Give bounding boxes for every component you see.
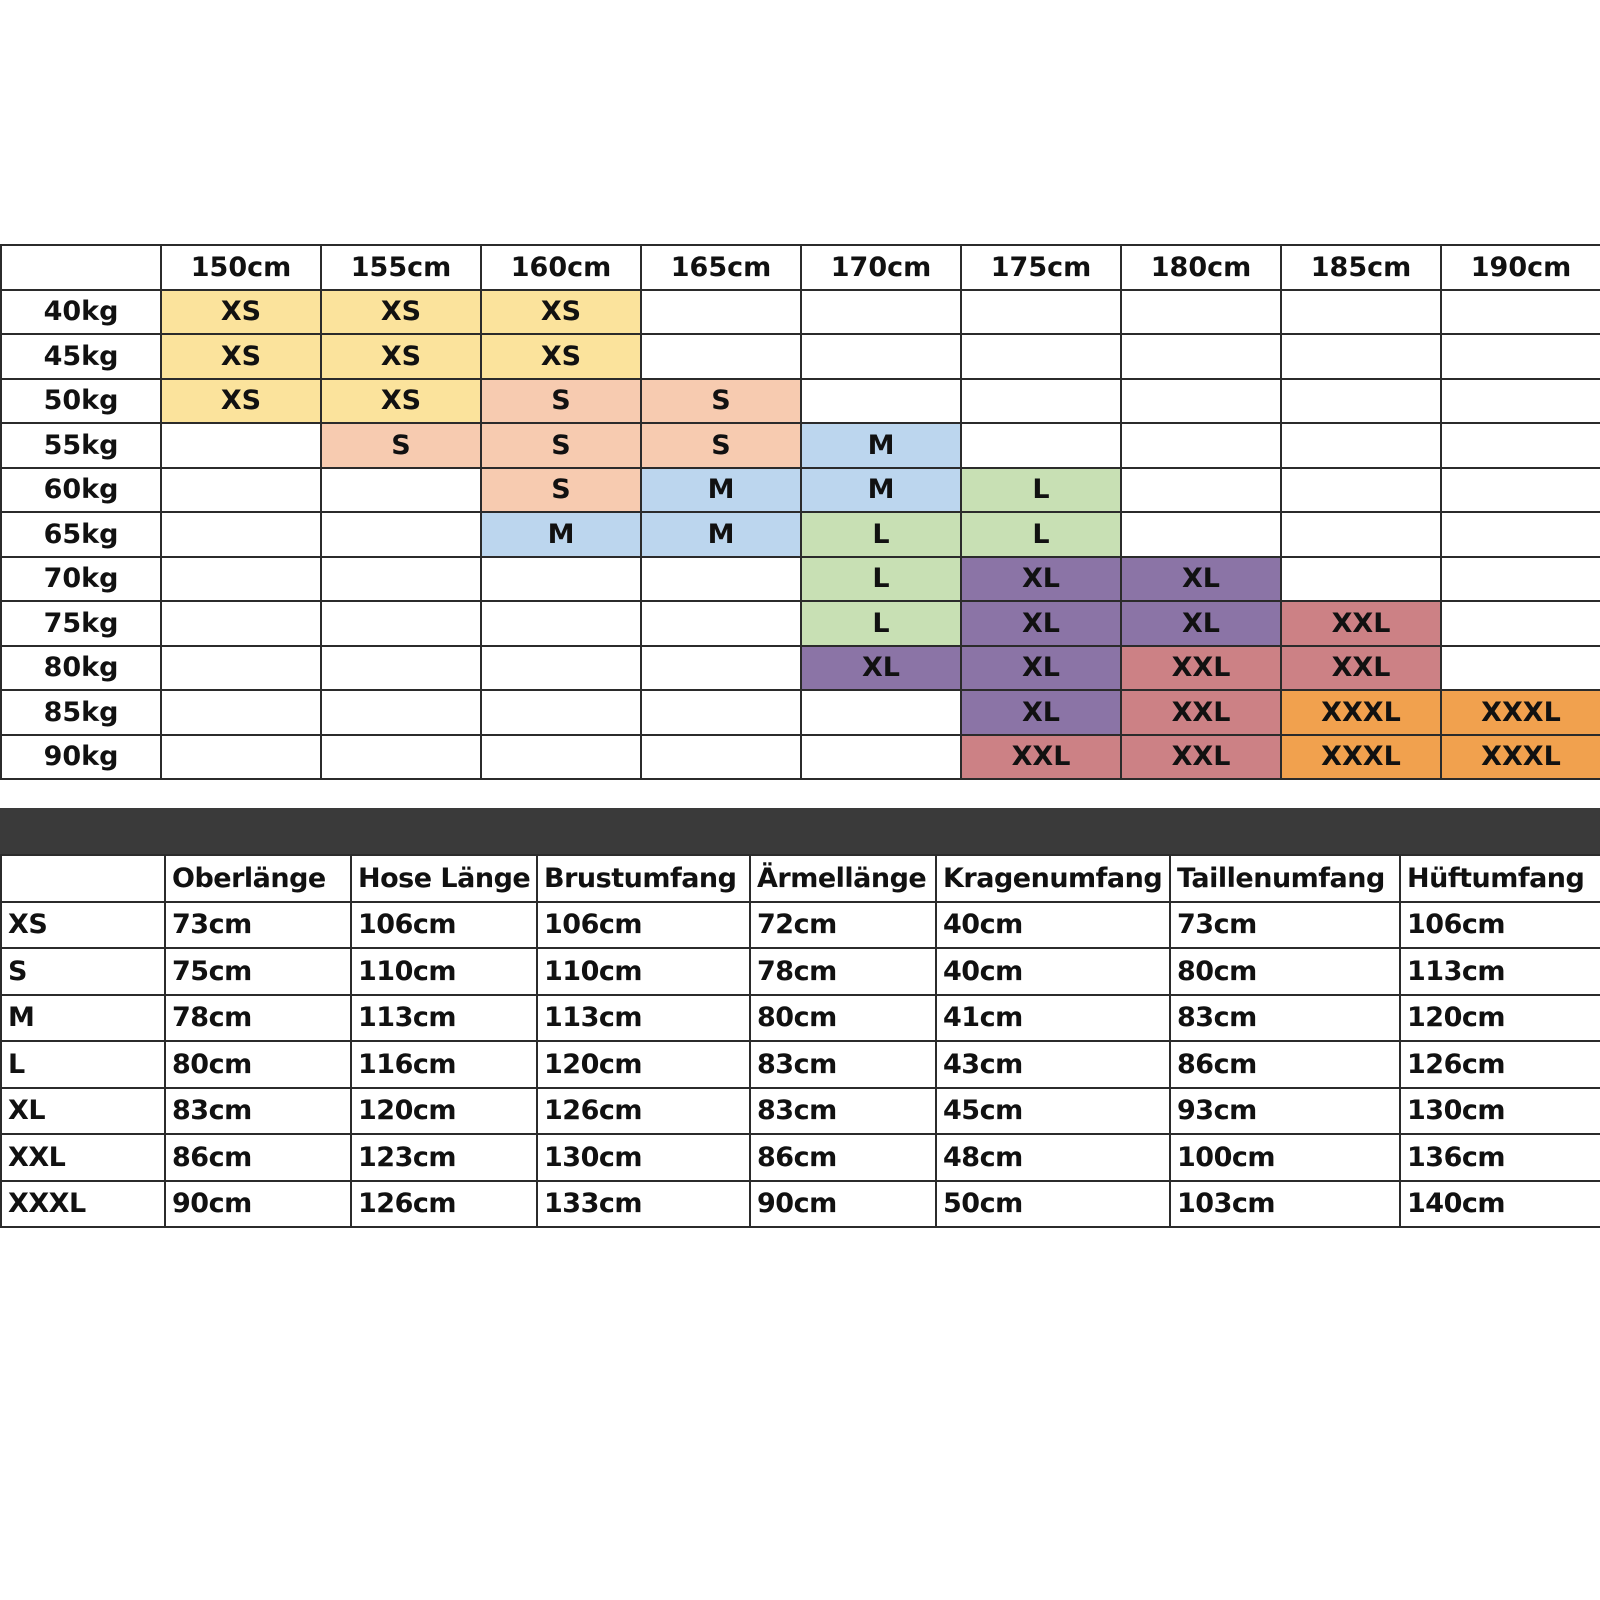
measurement-cell: 83cm [750,1041,936,1088]
size-cell [1441,512,1600,557]
size-cell: S [321,423,481,468]
size-cell: XL [961,646,1121,691]
weight-label: 45kg [1,334,161,379]
size-cell: XL [961,601,1121,646]
weight-label: 60kg [1,468,161,513]
size-cell [1281,468,1441,513]
size-cell [1441,334,1600,379]
measurement-cell: 103cm [1170,1181,1400,1228]
weight-label: 70kg [1,557,161,602]
measurement-cell: 86cm [1170,1041,1400,1088]
size-cell [641,290,801,335]
height-header-row [1,245,1600,290]
measurement-cell: 110cm [537,948,750,995]
size-row [1,423,1600,468]
measurement-row [1,1088,1600,1135]
size-cell [801,290,961,335]
size-label: XS [1,902,165,949]
size-cell: M [641,512,801,557]
size-cell [321,735,481,780]
size-cell: S [481,379,641,424]
size-cell [481,646,641,691]
size-cell: L [961,512,1121,557]
measurement-row [1,902,1600,949]
weight-label: 90kg [1,735,161,780]
size-cell [1441,379,1600,424]
measurement-cell: 113cm [537,995,750,1042]
size-cell: L [801,557,961,602]
size-cell [161,423,321,468]
measurement-row [1,1041,1600,1088]
size-cell: M [801,423,961,468]
size-cell [161,690,321,735]
measurement-cell: 130cm [537,1134,750,1181]
size-cell [1441,557,1600,602]
measurement-header: Oberlänge [165,855,351,902]
size-cell [161,512,321,557]
size-cell [481,735,641,780]
size-cell [961,379,1121,424]
weight-label: 65kg [1,512,161,557]
size-label: L [1,1041,165,1088]
size-cell: XL [1121,557,1281,602]
size-chart [0,244,1600,808]
size-cell: XS [161,290,321,335]
size-cell: XL [961,557,1121,602]
size-cell [161,735,321,780]
measurement-header [1,855,165,902]
measurement-cell: 80cm [165,1041,351,1088]
size-cell: XXL [1121,646,1281,691]
size-row [1,468,1600,513]
measurement-cell: 50cm [936,1181,1170,1228]
size-cell: XS [321,334,481,379]
measurement-cell: 40cm [936,902,1170,949]
size-cell: XXXL [1441,735,1600,780]
measurement-cell: 140cm [1400,1181,1600,1228]
size-cell: S [481,423,641,468]
size-cell: XXXL [1281,690,1441,735]
size-cell [641,646,801,691]
measurement-cell: 110cm [351,948,537,995]
size-cell [641,601,801,646]
size-label: XXL [1,1134,165,1181]
size-cell: XL [801,646,961,691]
size-row [1,379,1600,424]
size-row [1,690,1600,735]
size-cell [321,646,481,691]
size-cell: XXXL [1441,690,1600,735]
size-cell [1281,512,1441,557]
size-cell: XXL [1121,735,1281,780]
measurement-cell: 123cm [351,1134,537,1181]
size-cell [161,468,321,513]
size-cell: XS [481,334,641,379]
size-cell: S [641,423,801,468]
size-cell [321,557,481,602]
size-cell: L [961,468,1121,513]
height-header: 185cm [1281,245,1441,290]
measurement-cell: 106cm [1400,902,1600,949]
measurement-cell: 120cm [1400,995,1600,1042]
measurement-cell: 113cm [351,995,537,1042]
size-cell: XL [961,690,1121,735]
size-cell: XS [321,379,481,424]
size-cell [961,290,1121,335]
measurement-cell: 106cm [537,902,750,949]
size-cell [1121,512,1281,557]
size-cell [1281,557,1441,602]
size-cell [481,690,641,735]
measurement-cell: 126cm [1400,1041,1600,1088]
measurement-cell: 40cm [936,948,1170,995]
size-cell [1441,646,1600,691]
measurement-cell: 86cm [750,1134,936,1181]
measurement-cell: 113cm [1400,948,1600,995]
size-cell [1121,290,1281,335]
size-cell [961,334,1121,379]
size-label: S [1,948,165,995]
size-cell: XXL [1281,601,1441,646]
measurement-cell: 75cm [165,948,351,995]
measurement-header: Brustumfang [537,855,750,902]
measurement-cell: 83cm [1170,995,1400,1042]
section-divider [0,808,1600,854]
measurement-cell: 126cm [537,1088,750,1135]
measurement-cell: 120cm [351,1088,537,1135]
size-cell: XXL [1121,690,1281,735]
size-cell: XXL [1281,646,1441,691]
size-cell [321,601,481,646]
size-cell [1121,334,1281,379]
size-cell [1441,423,1600,468]
size-cell [641,690,801,735]
size-label: XXXL [1,1181,165,1228]
height-header: 150cm [161,245,321,290]
measurement-row [1,1181,1600,1228]
size-row [1,601,1600,646]
measurement-row [1,995,1600,1042]
size-cell [1281,379,1441,424]
size-cell [801,735,961,780]
size-cell [481,601,641,646]
height-header: 190cm [1441,245,1600,290]
size-cell: XS [481,290,641,335]
size-cell [481,557,641,602]
weight-label: 50kg [1,379,161,424]
size-cell [321,690,481,735]
measurement-cell: 90cm [750,1181,936,1228]
measurement-cell: 80cm [750,995,936,1042]
measurement-cell: 41cm [936,995,1170,1042]
size-label: XL [1,1088,165,1135]
size-cell [1281,334,1441,379]
measurement-cell: 80cm [1170,948,1400,995]
weight-label: 55kg [1,423,161,468]
weight-label: 85kg [1,690,161,735]
size-cell: XS [161,334,321,379]
measurement-cell: 100cm [1170,1134,1400,1181]
measurement-header: Kragenumfang [936,855,1170,902]
size-cell [161,646,321,691]
size-row [1,735,1600,780]
measurement-cell: 86cm [165,1134,351,1181]
height-header: 175cm [961,245,1121,290]
measurement-cell: 83cm [165,1088,351,1135]
measurement-cell: 72cm [750,902,936,949]
size-cell: M [801,468,961,513]
size-cell [801,379,961,424]
measurement-cell: 83cm [750,1088,936,1135]
measurement-cell: 116cm [351,1041,537,1088]
size-cell: XS [321,290,481,335]
size-cell [801,690,961,735]
size-row [1,334,1600,379]
measurement-chart [0,854,1600,1228]
measurement-cell: 43cm [936,1041,1170,1088]
size-cell [641,557,801,602]
corner-cell [1,245,161,290]
height-header: 180cm [1121,245,1281,290]
measurement-row [1,948,1600,995]
size-table [0,244,1600,780]
measurement-cell: 126cm [351,1181,537,1228]
size-label: M [1,995,165,1042]
measurement-cell: 78cm [750,948,936,995]
measurement-header-row [1,855,1600,902]
size-cell [961,423,1121,468]
size-cell [1121,468,1281,513]
size-cell: XS [161,379,321,424]
size-row [1,290,1600,335]
height-header: 170cm [801,245,961,290]
weight-label: 80kg [1,646,161,691]
size-cell [1441,468,1600,513]
measurement-cell: 48cm [936,1134,1170,1181]
size-row [1,512,1600,557]
measurement-cell: 78cm [165,995,351,1042]
height-header: 160cm [481,245,641,290]
measurement-header: Taillenumfang [1170,855,1400,902]
size-row [1,557,1600,602]
measurement-cell: 90cm [165,1181,351,1228]
measurement-cell: 106cm [351,902,537,949]
measurement-cell: 45cm [936,1088,1170,1135]
weight-label: 40kg [1,290,161,335]
size-cell [1281,290,1441,335]
size-cell [641,334,801,379]
size-cell: XXL [961,735,1121,780]
size-cell: XL [1121,601,1281,646]
measurement-header: Hose Länge [351,855,537,902]
measurement-table [0,854,1600,1228]
size-cell [161,601,321,646]
size-cell [1121,423,1281,468]
size-cell [1441,290,1600,335]
size-cell [641,735,801,780]
size-cell [321,468,481,513]
size-row [1,646,1600,691]
height-header: 155cm [321,245,481,290]
measurement-header: Ärmellänge [750,855,936,902]
size-cell [1441,601,1600,646]
measurement-cell: 136cm [1400,1134,1600,1181]
size-cell: L [801,512,961,557]
size-cell: M [481,512,641,557]
size-cell [1281,423,1441,468]
weight-label: 75kg [1,601,161,646]
size-cell [1121,379,1281,424]
size-cell: S [641,379,801,424]
measurement-cell: 73cm [1170,902,1400,949]
measurement-cell: 130cm [1400,1088,1600,1135]
measurement-cell: 93cm [1170,1088,1400,1135]
size-cell [161,557,321,602]
size-cell: M [641,468,801,513]
measurement-cell: 133cm [537,1181,750,1228]
measurement-header: Hüftumfang [1400,855,1600,902]
size-cell [321,512,481,557]
size-cell: XXXL [1281,735,1441,780]
measurement-row [1,1134,1600,1181]
height-header: 165cm [641,245,801,290]
size-cell: L [801,601,961,646]
size-cell: S [481,468,641,513]
size-cell [801,334,961,379]
measurement-cell: 120cm [537,1041,750,1088]
measurement-cell: 73cm [165,902,351,949]
